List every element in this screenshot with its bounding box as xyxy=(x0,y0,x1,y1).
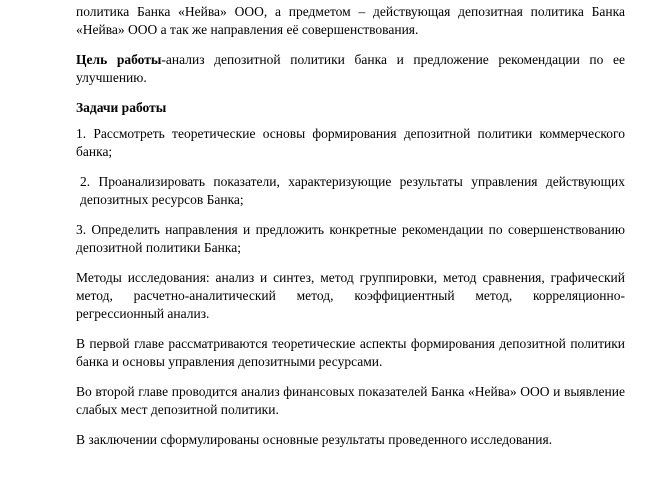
chapter1-paragraph: В первой главе рассматриваются теоретические аспекты формирования депозитной политики банка и основы управления депозитными ресурсами. xyxy=(76,336,625,369)
task-item-1: 1. Рассмотреть теоретические основы формирования депозитной политики коммерческого банка; xyxy=(76,126,625,159)
goal-paragraph xyxy=(76,51,625,87)
chapter2-paragraph: Во второй главе проводится анализ финансовых показателей Банка «Нейва» ООО и выявление слабых мест депозитной политики. xyxy=(76,384,625,417)
conclusion-paragraph: В заключении сформулированы основные результаты проведенного исследования. xyxy=(76,432,553,447)
goal-label: Цель работы xyxy=(76,52,162,67)
goal-text: -анализ депозитной политики банка и предложение рекомендации по ее улучшению. xyxy=(76,52,626,85)
task-item-3: 3. Определить направления и предложить конкретные рекомендации по совершенствованию депозитной политики Банка; xyxy=(76,222,625,255)
methods-paragraph: Методы исследования: анализ и синтез, метод группировки, метод сравнения, графический метод, расчетно-аналитический метод, коэффициентный метод, корреляционно-регрессионный анализ. xyxy=(76,270,625,321)
intro-continuation-paragraph: политика Банка «Нейва» ООО, а предметом – действующая депозитная политика Банка «Нейва» ООО а так же направления её совершенствования. xyxy=(76,4,625,37)
document-page xyxy=(76,3,625,461)
tasks-heading: Задачи работы xyxy=(76,100,167,115)
task-item-2: 2. Проанализировать показатели, характеризующие результаты управления действующих депозитных ресурсов Банка; xyxy=(80,174,625,207)
